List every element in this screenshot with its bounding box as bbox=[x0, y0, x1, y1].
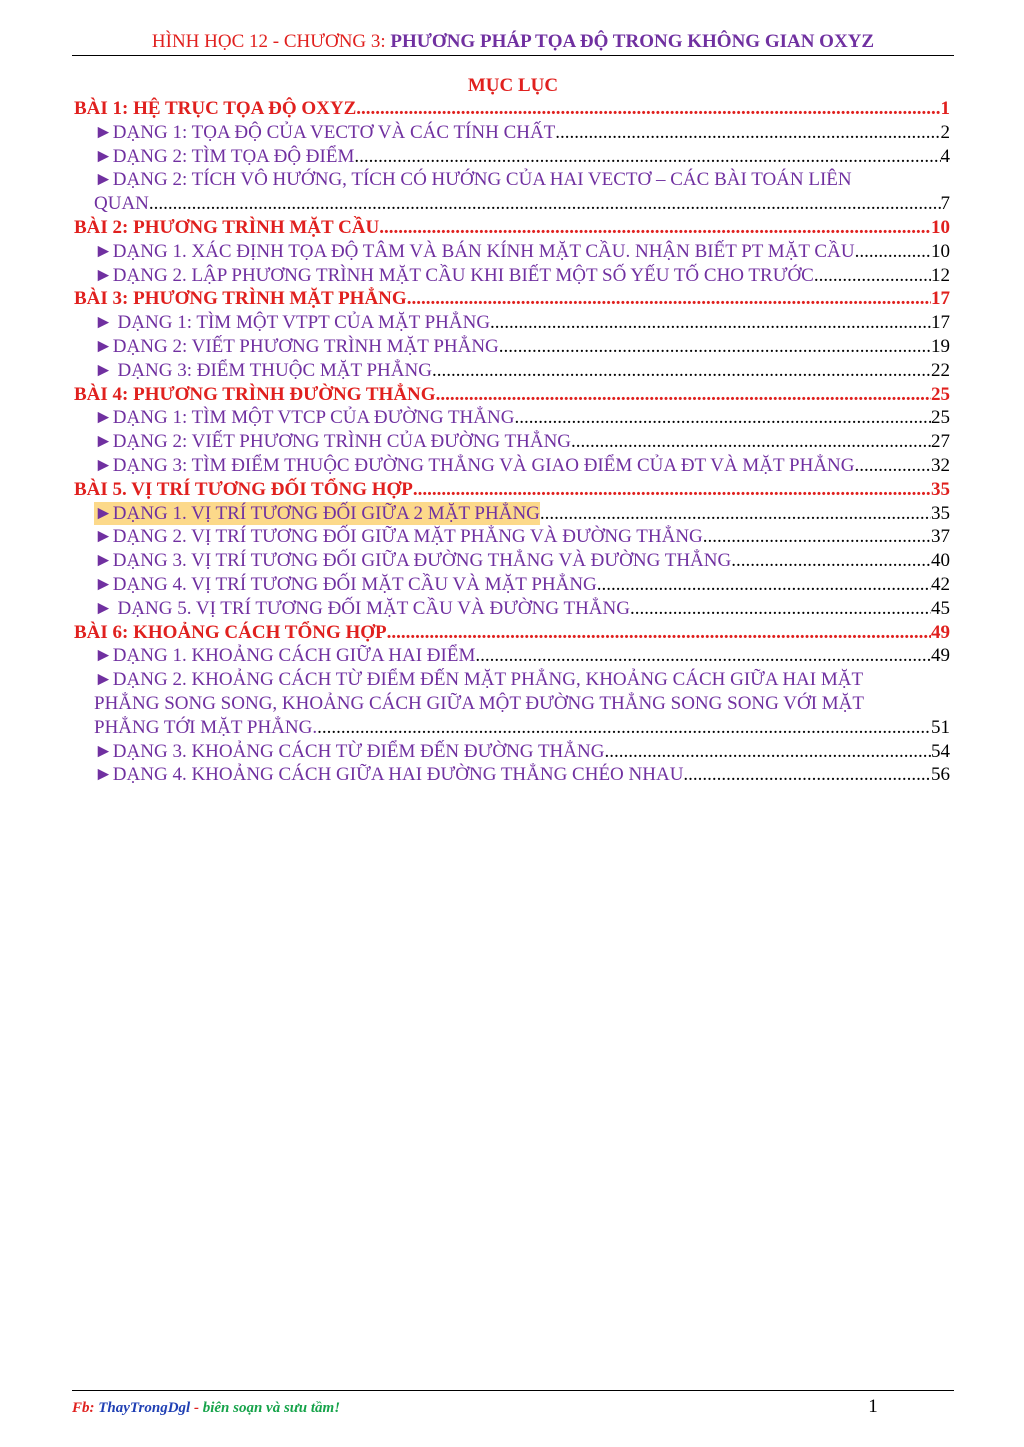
page-number: 1 bbox=[868, 1396, 878, 1417]
toc-entry-text: ►DẠNG 4. VỊ TRÍ TƯƠNG ĐỐI MẶT CẦU VÀ MẶT PHẲNG bbox=[94, 573, 597, 595]
toc-type-entry[interactable] bbox=[74, 763, 950, 787]
toc-dot-leader bbox=[499, 335, 931, 359]
toc-lesson-entry[interactable] bbox=[74, 97, 950, 121]
toc-entry-text: BÀI 2: PHƯƠNG TRÌNH MẶT CẦU bbox=[74, 216, 380, 238]
toc-page-number: 45 bbox=[931, 597, 950, 619]
toc-entry-text: BÀI 4: PHƯƠNG TRÌNH ĐƯỜNG THẲNG bbox=[74, 383, 436, 405]
toc-page-number: 17 bbox=[931, 312, 950, 334]
toc-dot-leader bbox=[436, 383, 931, 407]
footer-fb-label: Fb: bbox=[72, 1400, 99, 1416]
toc-dot-leader bbox=[555, 121, 940, 145]
footer-divider bbox=[72, 1390, 954, 1391]
footer-separator: - bbox=[190, 1400, 203, 1416]
toc-lesson-entry[interactable] bbox=[74, 287, 950, 311]
toc-lesson-entry[interactable] bbox=[74, 383, 950, 407]
toc-dot-leader bbox=[703, 525, 931, 549]
toc-entry-line[interactable] bbox=[74, 668, 950, 692]
toc-dot-leader bbox=[490, 311, 931, 335]
toc-type-entry[interactable] bbox=[74, 240, 950, 264]
toc-entry-text: ►DẠNG 2: VIẾT PHƯƠNG TRÌNH CỦA ĐƯỜNG THẲNG bbox=[94, 431, 572, 453]
toc-type-entry[interactable] bbox=[74, 525, 950, 549]
toc-page-number: 4 bbox=[940, 145, 950, 167]
toc-lesson-entry[interactable] bbox=[74, 621, 950, 645]
header-prefix: HÌNH HỌC 12 - CHƯƠNG 3: bbox=[151, 31, 391, 52]
toc-entry-text: ►DẠNG 2: TÌM TỌA ĐỘ ĐIỂM bbox=[94, 145, 355, 167]
toc-dot-leader bbox=[387, 621, 931, 645]
toc-entry-line[interactable] bbox=[74, 168, 950, 192]
toc-dot-leader bbox=[604, 740, 931, 764]
footer-credit bbox=[72, 1398, 340, 1418]
toc-page-number: 12 bbox=[931, 264, 950, 286]
header-divider bbox=[72, 55, 954, 56]
toc-entry-text: ► DẠNG 3: ĐIỂM THUỘC MẶT PHẲNG bbox=[94, 359, 432, 381]
toc-dot-leader bbox=[630, 597, 931, 621]
toc-entry-text: ►DẠNG 3. KHOẢNG CÁCH TỪ ĐIỂM ĐẾN ĐƯỜNG THẲNG bbox=[94, 740, 605, 762]
toc-type-entry[interactable] bbox=[74, 573, 950, 597]
toc-type-entry[interactable] bbox=[74, 430, 950, 454]
footer-note: biên soạn và sưu tầm! bbox=[202, 1400, 341, 1416]
toc-dot-leader bbox=[356, 97, 940, 121]
toc-type-entry[interactable] bbox=[74, 502, 950, 526]
toc-dot-leader bbox=[413, 478, 931, 502]
toc-type-entry[interactable] bbox=[74, 335, 950, 359]
toc-type-entry[interactable] bbox=[74, 359, 950, 383]
toc-type-entry[interactable] bbox=[74, 716, 950, 740]
toc-lesson-entry[interactable] bbox=[74, 216, 950, 240]
toc-page-number: 54 bbox=[931, 740, 950, 762]
toc-dot-leader bbox=[731, 549, 931, 573]
toc-page-number: 32 bbox=[931, 454, 950, 476]
toc-dot-leader bbox=[354, 145, 940, 169]
toc-entry-text: ►DẠNG 1. KHOẢNG CÁCH GIỮA HAI ĐIỂM bbox=[94, 645, 476, 667]
toc-entry-text: ►DẠNG 2. LẬP PHƯƠNG TRÌNH MẶT CẦU KHI BIẾT MỘT SỐ YẾU TỐ CHO TRƯỚC bbox=[94, 264, 814, 286]
toc-entry-text: BÀI 3: PHƯƠNG TRÌNH MẶT PHẲNG bbox=[74, 288, 407, 310]
toc-entry-text: ►DẠNG 2: TÍCH VÔ HƯỚNG, TÍCH CÓ HƯỚNG CỦA HAI VECTƠ – CÁC BÀI TOÁN LIÊN bbox=[94, 169, 852, 191]
toc-page-number: 51 bbox=[931, 716, 950, 738]
toc-dot-leader bbox=[514, 406, 931, 430]
toc-entry-text: ► DẠNG 5. VỊ TRÍ TƯƠNG ĐỐI MẶT CẦU VÀ ĐƯỜNG THẲNG bbox=[94, 597, 630, 619]
toc-dot-leader bbox=[432, 359, 931, 383]
toc-entry-text: ►DẠNG 1: TÌM MỘT VTCP CỦA ĐƯỜNG THẲNG bbox=[94, 407, 515, 429]
toc-dot-leader bbox=[855, 240, 931, 264]
toc-type-entry[interactable] bbox=[74, 311, 950, 335]
toc-dot-leader bbox=[407, 287, 931, 311]
toc-entry-text: ►DẠNG 2. KHOẢNG CÁCH TỪ ĐIỂM ĐẾN MẶT PHẲNG, KHOẢNG CÁCH GIỮA HAI MẶT bbox=[94, 669, 864, 691]
toc-entry-text: BÀI 5. VỊ TRÍ TƯƠNG ĐỐI TỔNG HỢP bbox=[74, 478, 413, 500]
toc-entry-text: ►DẠNG 2: VIẾT PHƯƠNG TRÌNH MẶT PHẲNG bbox=[94, 335, 499, 357]
toc-type-entry[interactable] bbox=[74, 192, 950, 216]
toc-dot-leader bbox=[597, 573, 931, 597]
toc-entry-text: BÀI 6: KHOẢNG CÁCH TỔNG HỢP bbox=[74, 621, 387, 643]
toc-page-number: 10 bbox=[931, 240, 950, 262]
toc-lesson-entry[interactable] bbox=[74, 478, 950, 502]
toc-dot-leader bbox=[317, 716, 931, 740]
toc-page-number: 40 bbox=[931, 550, 950, 572]
toc-dot-leader bbox=[149, 192, 941, 216]
toc-type-entry[interactable] bbox=[74, 597, 950, 621]
toc-page-number: 49 bbox=[931, 645, 950, 667]
table-of-contents bbox=[74, 97, 950, 787]
toc-type-entry[interactable] bbox=[74, 454, 950, 478]
toc-type-entry[interactable] bbox=[74, 121, 950, 145]
toc-entry-text: QUAN bbox=[94, 193, 149, 215]
toc-page-number: 25 bbox=[931, 383, 950, 405]
toc-page-number: 25 bbox=[931, 407, 950, 429]
toc-entry-text: ►DẠNG 3: TÌM ĐIỂM THUỘC ĐƯỜNG THẲNG VÀ GIAO ĐIỂM CỦA ĐT VÀ MẶT PHẲNG bbox=[94, 454, 855, 476]
toc-dot-leader bbox=[683, 763, 931, 787]
toc-entry-text: ►DẠNG 1. VỊ TRÍ TƯƠNG ĐỐI GIỮA 2 MẶT PHẲNG bbox=[94, 502, 540, 524]
toc-type-entry[interactable] bbox=[74, 644, 950, 668]
toc-dot-leader bbox=[855, 454, 932, 478]
header-title: PHƯƠNG PHÁP TỌA ĐỘ TRONG KHÔNG GIAN OXYZ bbox=[390, 31, 875, 52]
toc-type-entry[interactable] bbox=[74, 264, 950, 288]
toc-page-number: 10 bbox=[931, 216, 950, 238]
toc-entry-text: ►DẠNG 1: TỌA ĐỘ CỦA VECTƠ VÀ CÁC TÍNH CHẤT bbox=[94, 121, 556, 143]
toc-page-number: 49 bbox=[931, 621, 950, 643]
toc-entry-text: ►DẠNG 2. VỊ TRÍ TƯƠNG ĐỐI GIỮA MẶT PHẲNG VÀ ĐƯỜNG THẲNG bbox=[94, 526, 703, 548]
toc-page-number: 19 bbox=[931, 335, 950, 357]
toc-type-entry[interactable] bbox=[74, 740, 950, 764]
toc-dot-leader bbox=[475, 644, 931, 668]
toc-dot-leader bbox=[540, 502, 931, 526]
toc-dot-leader bbox=[379, 216, 931, 240]
toc-type-entry[interactable] bbox=[74, 549, 950, 573]
toc-entry-text: PHẲNG SONG SONG, KHOẢNG CÁCH GIỮA MỘT ĐƯỜNG THẲNG SONG SONG VỚI MẶT bbox=[94, 692, 865, 714]
toc-page-number: 27 bbox=[931, 431, 950, 453]
toc-entry-text: ►DẠNG 4. KHOẢNG CÁCH GIỮA HAI ĐƯỜNG THẲNG CHÉO NHAU bbox=[94, 764, 684, 786]
toc-page-number: 56 bbox=[931, 764, 950, 786]
toc-page-number: 37 bbox=[931, 526, 950, 548]
toc-title: MỤC LỤC bbox=[467, 75, 559, 96]
toc-page-number: 17 bbox=[931, 288, 950, 310]
toc-dot-leader bbox=[571, 430, 931, 454]
toc-type-entry[interactable] bbox=[74, 406, 950, 430]
toc-entry-text: PHẲNG TỚI MẶT PHẲNG. bbox=[94, 716, 318, 738]
toc-entry-line[interactable] bbox=[74, 692, 950, 716]
toc-entry-text: ►DẠNG 3. VỊ TRÍ TƯƠNG ĐỐI GIỮA ĐƯỜNG THẲNG VÀ ĐƯỜNG THẲNG bbox=[94, 550, 732, 572]
toc-dot-leader bbox=[814, 264, 931, 288]
toc-page-number: 7 bbox=[940, 193, 950, 215]
toc-page-number: 42 bbox=[931, 573, 950, 595]
toc-type-entry[interactable] bbox=[74, 145, 950, 169]
page-header bbox=[72, 30, 954, 54]
toc-page-number: 22 bbox=[931, 359, 950, 381]
toc-entry-text: BÀI 1: HỆ TRỤC TỌA ĐỘ OXYZ bbox=[74, 98, 357, 119]
toc-page-number: 35 bbox=[931, 478, 950, 500]
footer-author: ThayTrongDgl bbox=[98, 1400, 191, 1416]
toc-entry-text: ► DẠNG 1: TÌM MỘT VTPT CỦA MẶT PHẲNG bbox=[94, 312, 491, 334]
toc-page-number: 35 bbox=[931, 502, 950, 524]
toc-page-number: 2 bbox=[940, 121, 950, 143]
toc-entry-text: ►DẠNG 1. XÁC ĐỊNH TỌA ĐỘ TÂM VÀ BÁN KÍNH MẶT CẦU. NHẬN BIẾT PT MẶT CẦU bbox=[94, 240, 855, 262]
toc-page-number: 1 bbox=[940, 98, 950, 119]
